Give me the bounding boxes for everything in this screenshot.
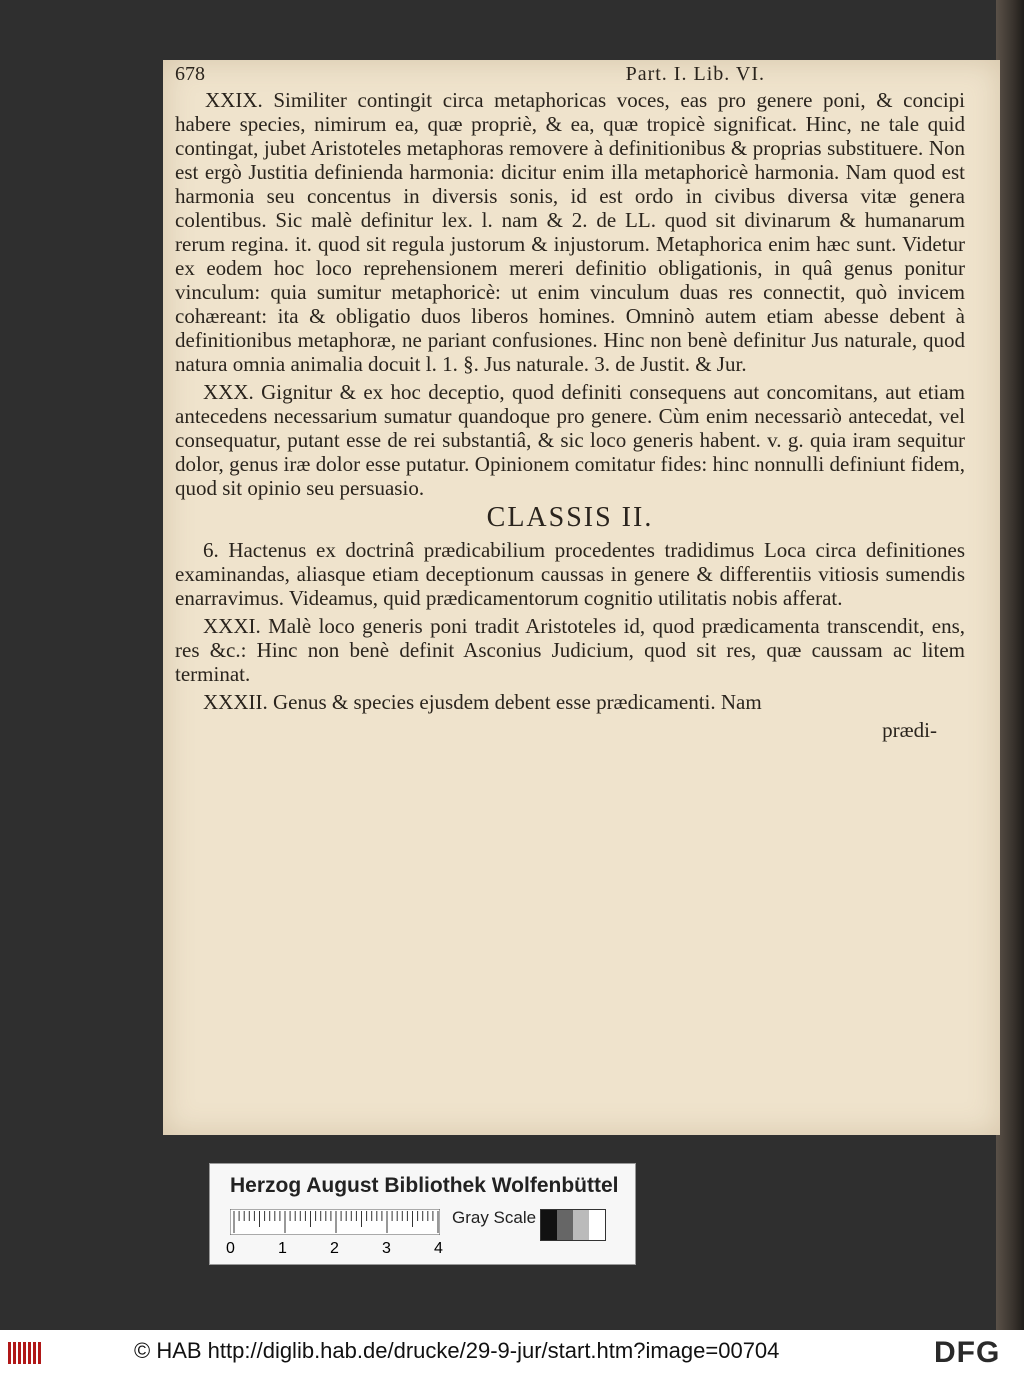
paragraph-xxx: XXX. Gignitur & ex hoc deceptio, quod definiti consequens aut concomitans, aut etiam antecedens necessarium sumatur quandoque pro genere. Cùm enim necessariò antecedat, vel consequatur, putant esse de rei substantiâ, & sic loco generis habent. v. g. quia iram sequitur dolor, genus iræ dolor esse putatur. Opinionem comitatur fides: hinc nonnulli definiunt fidem, quod sit opinio seu persuasio.	[175, 380, 965, 500]
gray-scale-swatch	[540, 1209, 606, 1241]
copyright-url[interactable]: © HAB http://diglib.hab.de/drucke/29-9-jur/start.htm?image=00704	[134, 1338, 780, 1363]
paragraph-xxxi: XXXI. Malè loco generis poni tradit Aristoteles id, quod prædicamenta transcendit, ens, res &c.: Hinc non benè definit Asconius Judicium, quod sit res, quæ caussam ac litem terminat.	[175, 614, 965, 686]
paragraph-xxix: XXIX. Similiter contingit circa metaphoricas voces, eas pro genere poni, & concipi habere species, nimirum ea, quæ propriè, & ea, quæ tropicè significat. Hinc, ne tale quid contingat, jubet Aristoteles metaphoras removere à definitionibus & proprias substituere. Non est ergò Justitia definienda harmonia: dicitur enim illa metaphoricè harmonia. Nam quod est harmonia seu concentus in diversis sonis, id est ordo in civibus diversa vitæ genera colentibus. Sic malè definitur lex. l. nam & 2. de LL. quod sit divinarum & humanarum rerum regina. it. quod sit regula justorum & injustorum. Metaphorica enim hæc sunt. Videtur ex eodem hoc loco reprehensionem mereri definitio obligationis, in quâ genus ponitur vinculum: quia sumitur metaphoricè: ut enim vinculum duas res connectit, quò invicem cohæreant: ita & obligatio duos liberos homines. Omninò autem etiam abesse debent à definitionibus metaphoræ, ne pariant confusiones. Hinc non benè definitur Jus naturale, quod natura omnia animalia docuit l. 1. §. Jus naturale. 3. de Justit. & Jur.	[175, 88, 965, 376]
section-heading: CLASSIS II.	[486, 502, 654, 533]
dfg-logo: DFG	[934, 1336, 1001, 1369]
swatch-black	[541, 1210, 557, 1240]
gray-scale-label: Gray Scale	[452, 1208, 537, 1227]
ruler-number-4: 4	[434, 1240, 443, 1257]
hab-logo-icon	[8, 1338, 44, 1368]
paragraph-6: 6. Hactenus ex doctrinâ prædicabilium procedentes tradidimus Loca circa definitiones examinandas, aliasque etiam deceptionum caussas in genere & differentiis vitiosis sumendis enarravimus. Videamus, quid prædicamentorum cognitio utilitatis nobis afferat.	[175, 538, 965, 610]
catchword: prædi-	[882, 718, 937, 742]
page-number: 678	[175, 63, 205, 85]
running-title: Part. I. Lib. VI.	[625, 63, 765, 85]
ruler-number-1: 1	[278, 1240, 287, 1257]
swatch-white	[589, 1210, 605, 1240]
swatch-light-gray	[573, 1210, 589, 1240]
ruler-number-0: 0	[226, 1240, 235, 1257]
footer-bar	[0, 1330, 1024, 1376]
book-edge	[996, 0, 1024, 1330]
page-text	[175, 62, 965, 742]
swatch-dark-gray	[557, 1210, 573, 1240]
ruler-scale	[230, 1209, 440, 1235]
running-header	[175, 62, 965, 86]
library-name: Herzog August Bibliothek Wolfenbüttel	[230, 1174, 619, 1197]
paragraph-xxxii: XXXII. Genus & species ejusdem debent esse prædicamenti. Nam	[203, 690, 762, 714]
color-reference-card	[209, 1163, 636, 1265]
ruler-number-2: 2	[330, 1240, 339, 1257]
ruler-number-3: 3	[382, 1240, 391, 1257]
